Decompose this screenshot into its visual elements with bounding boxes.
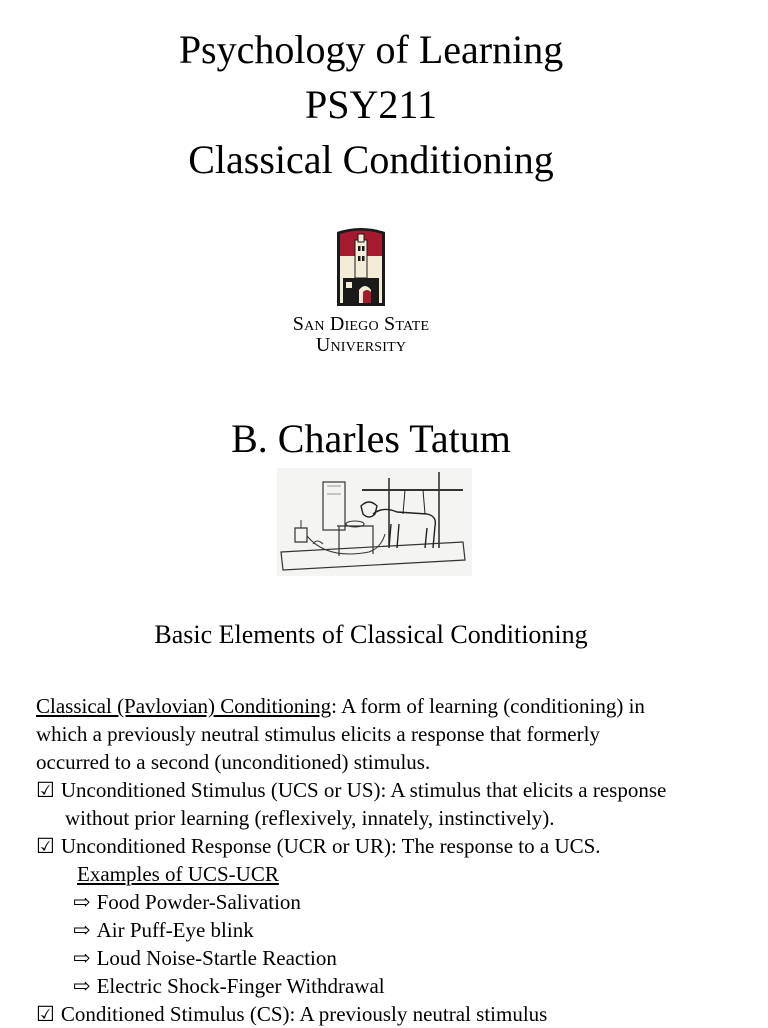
page-title <box>0 22 742 187</box>
checkbox-checked-icon: ☑ <box>36 834 55 858</box>
definition-term: Classical (Pavlovian) Conditioning <box>36 694 332 718</box>
definition-text: : A form of learning (conditioning) in <box>331 694 645 718</box>
checkbox-checked-icon: ☑ <box>36 778 55 802</box>
arrow-right-icon: ⇨ <box>73 974 91 998</box>
arrow-right-icon: ⇨ <box>73 890 91 914</box>
example-item: ⇨ Air Puff-Eye blink <box>73 918 254 942</box>
pavlov-dog-apparatus-image <box>277 468 472 576</box>
lecture-topic: Classical Conditioning <box>188 137 554 182</box>
example-item: ⇨ Electric Shock-Finger Withdrawal <box>73 974 385 998</box>
definition-line-3: occurred to a second (unconditioned) stimulus. <box>36 750 431 774</box>
arrow-right-icon: ⇨ <box>73 946 91 970</box>
example-item: ⇨ Loud Noise-Startle Reaction <box>73 946 337 970</box>
author-name: B. Charles Tatum <box>231 416 511 461</box>
cs-text: Conditioned Stimulus (CS): A previously neutral stimulus <box>60 1002 548 1026</box>
lecture-notes <box>36 692 746 1028</box>
course-code: PSY211 <box>305 82 437 127</box>
ucr-item <box>36 832 746 860</box>
ucs-text: Unconditioned Stimulus (UCS or US): A stimulus that elicits a response <box>60 778 667 802</box>
definition-line-2: which a previously neutral stimulus elicits a response that formerly <box>36 722 600 746</box>
arrow-right-icon: ⇨ <box>73 918 91 942</box>
ucs-item-continued: without prior learning (reflexively, innately, instinctively). <box>65 806 555 830</box>
checkbox-checked-icon: ☑ <box>36 1002 55 1026</box>
sdsu-seal-icon <box>335 226 387 308</box>
wordmark-line1: San Diego State <box>292 313 430 335</box>
course-title: Psychology of Learning <box>178 27 564 72</box>
ucs-item <box>36 776 746 804</box>
wordmark-line2: University <box>315 334 407 356</box>
example-item: ⇨ Food Powder-Salivation <box>73 890 301 914</box>
university-wordmark <box>266 314 456 356</box>
examples-heading: Examples of UCS-UCR <box>77 862 279 886</box>
section-heading: Basic Elements of Classical Conditioning <box>154 620 588 649</box>
sdsu-logo <box>266 226 456 362</box>
ucr-text: Unconditioned Response (UCR or UR): The response to a UCS. <box>60 834 601 858</box>
definition-line-1 <box>36 692 746 720</box>
